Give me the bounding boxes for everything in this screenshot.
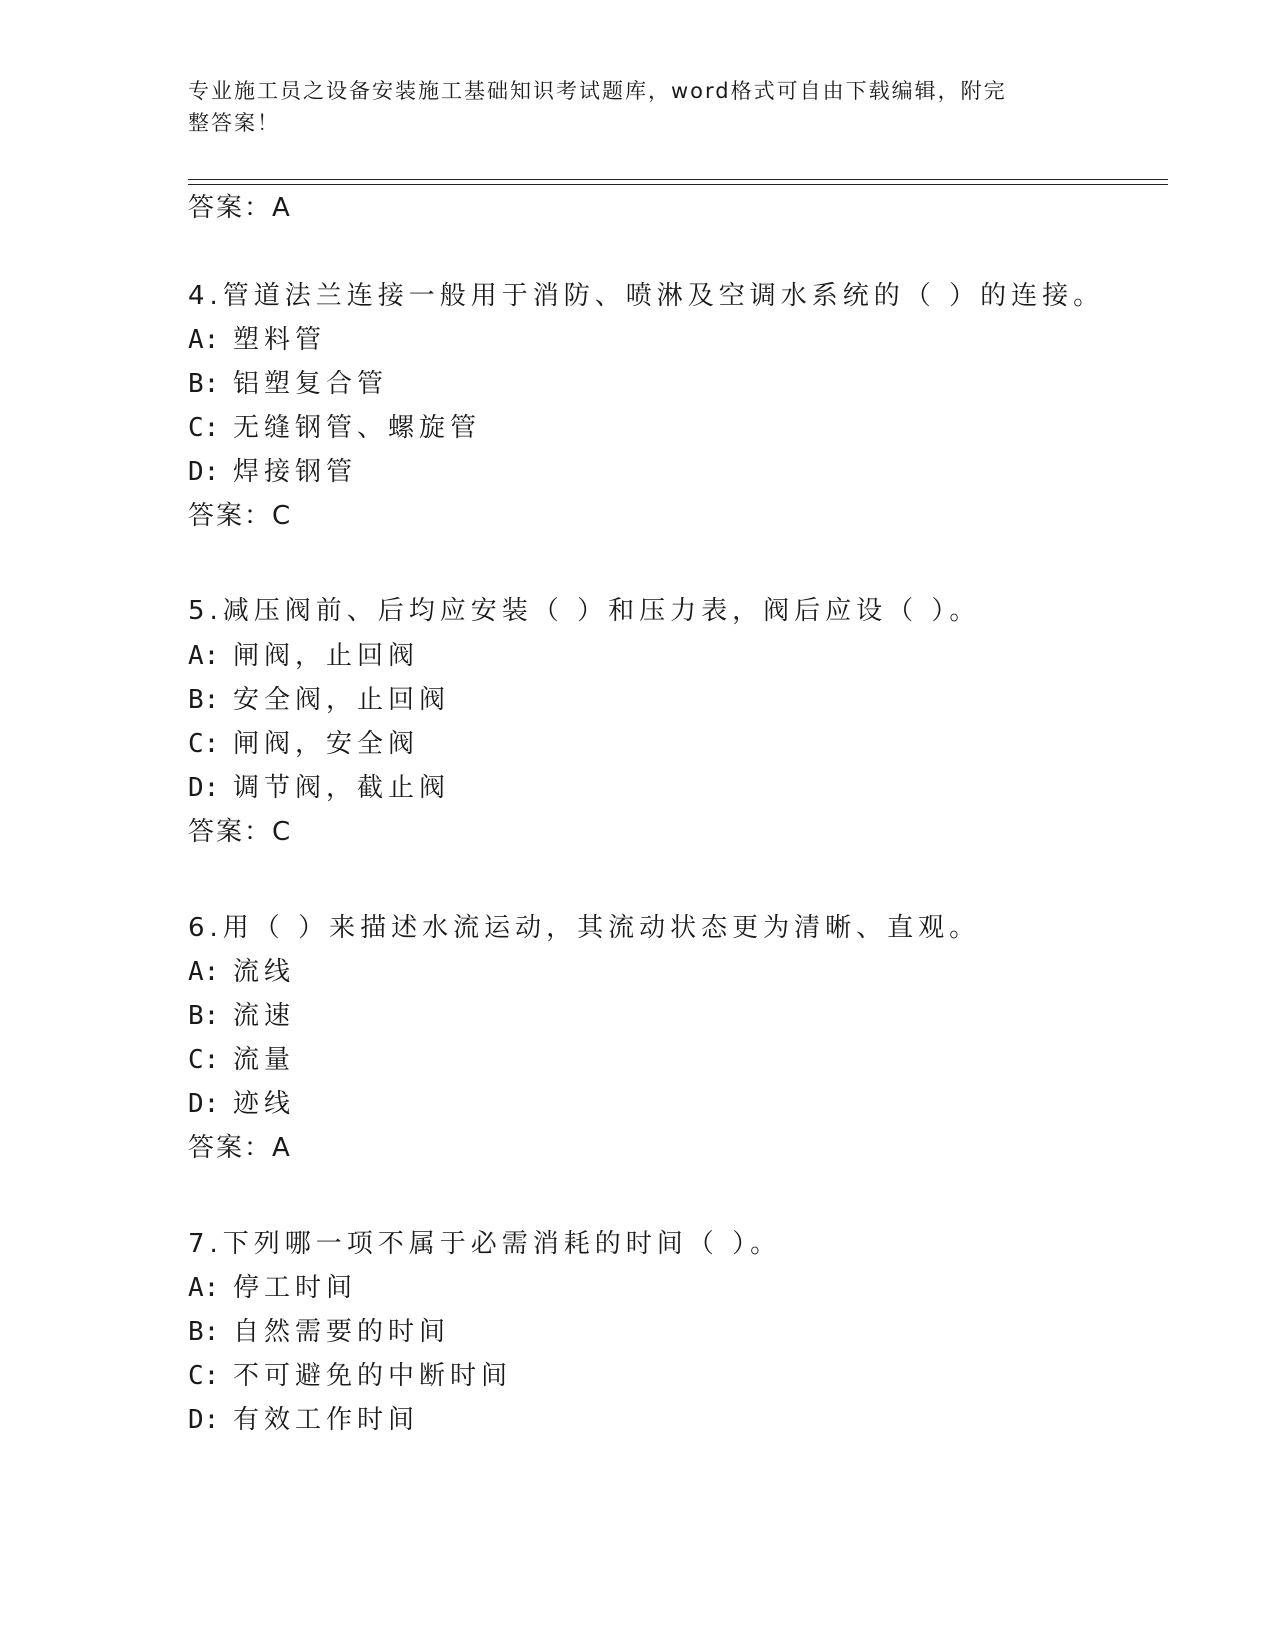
document-header: [188, 75, 1088, 139]
option-letter: A:: [188, 641, 220, 671]
option-text: 焊接钢管: [233, 457, 358, 487]
option-text: 闸阀，安全阀: [233, 729, 420, 759]
option-a: [188, 324, 326, 356]
option-text: 铝塑复合管: [233, 369, 389, 399]
question-stem: 7.下列哪一项不属于必需消耗的时间（ ）。: [188, 1229, 782, 1259]
option-letter: C:: [188, 1361, 220, 1391]
header-divider-top: [188, 179, 1168, 180]
question-stem: 4.管道法兰连接一般用于消防、喷淋及空调水系统的（ ）的连接。: [188, 281, 1105, 311]
answer-label: 答案：A: [188, 193, 292, 223]
option-b: [188, 684, 450, 716]
option-a: [188, 640, 419, 672]
option-a: [188, 1272, 357, 1304]
header-line-2: 整答案！: [188, 111, 280, 135]
answer-label: 答案：A: [188, 1133, 292, 1163]
option-letter: C:: [188, 413, 220, 443]
option-text: 调节阀，截止阀: [233, 773, 451, 803]
option-text: 停工时间: [233, 1273, 358, 1303]
option-c: [188, 1044, 295, 1076]
option-letter: B:: [188, 1317, 220, 1347]
option-d: [188, 1088, 295, 1120]
option-text: 自然需要的时间: [233, 1317, 451, 1347]
option-letter: B:: [188, 685, 220, 715]
option-text: 不可避免的中断时间: [233, 1361, 513, 1391]
option-letter: A:: [188, 957, 220, 987]
option-a: [188, 956, 295, 988]
option-letter: D:: [188, 1405, 220, 1435]
option-b: [188, 368, 388, 400]
question-stem: 5.减压阀前、后均应安装（ ）和压力表，阀后应设（ ）。: [188, 596, 981, 626]
option-c: [188, 1360, 512, 1392]
option-c: [188, 728, 419, 760]
option-letter: B:: [188, 369, 220, 399]
question-stem: 6.用（ ）来描述水流运动，其流动状态更为清晰、直观。: [188, 913, 981, 943]
header-divider-bottom: [188, 184, 1168, 185]
option-d: [188, 1404, 419, 1436]
option-letter: A:: [188, 325, 220, 355]
answer-label: 答案：C: [188, 817, 293, 847]
option-text: 流线: [233, 957, 296, 987]
option-letter: C:: [188, 729, 220, 759]
option-text: 闸阀，止回阀: [233, 641, 420, 671]
option-b: [188, 1000, 295, 1032]
option-letter: B:: [188, 1001, 220, 1031]
option-text: 迹线: [233, 1089, 296, 1119]
option-text: 有效工作时间: [233, 1405, 420, 1435]
option-letter: C:: [188, 1045, 220, 1075]
option-letter: D:: [188, 1089, 220, 1119]
option-text: 安全阀，止回阀: [233, 685, 451, 715]
option-text: 无缝钢管、螺旋管: [233, 413, 482, 443]
option-letter: D:: [188, 773, 220, 803]
option-d: [188, 772, 450, 804]
option-b: [188, 1316, 450, 1348]
option-d: [188, 456, 357, 488]
option-c: [188, 412, 481, 444]
option-text: 流速: [233, 1001, 296, 1031]
option-letter: D:: [188, 457, 220, 487]
option-text: 塑料管: [233, 325, 327, 355]
header-line-1: 专业施工员之设备安装施工基础知识考试题库，word格式可自由下载编辑，附完: [188, 79, 1007, 103]
option-text: 流量: [233, 1045, 296, 1075]
option-letter: A:: [188, 1273, 220, 1303]
answer-label: 答案：C: [188, 501, 293, 531]
